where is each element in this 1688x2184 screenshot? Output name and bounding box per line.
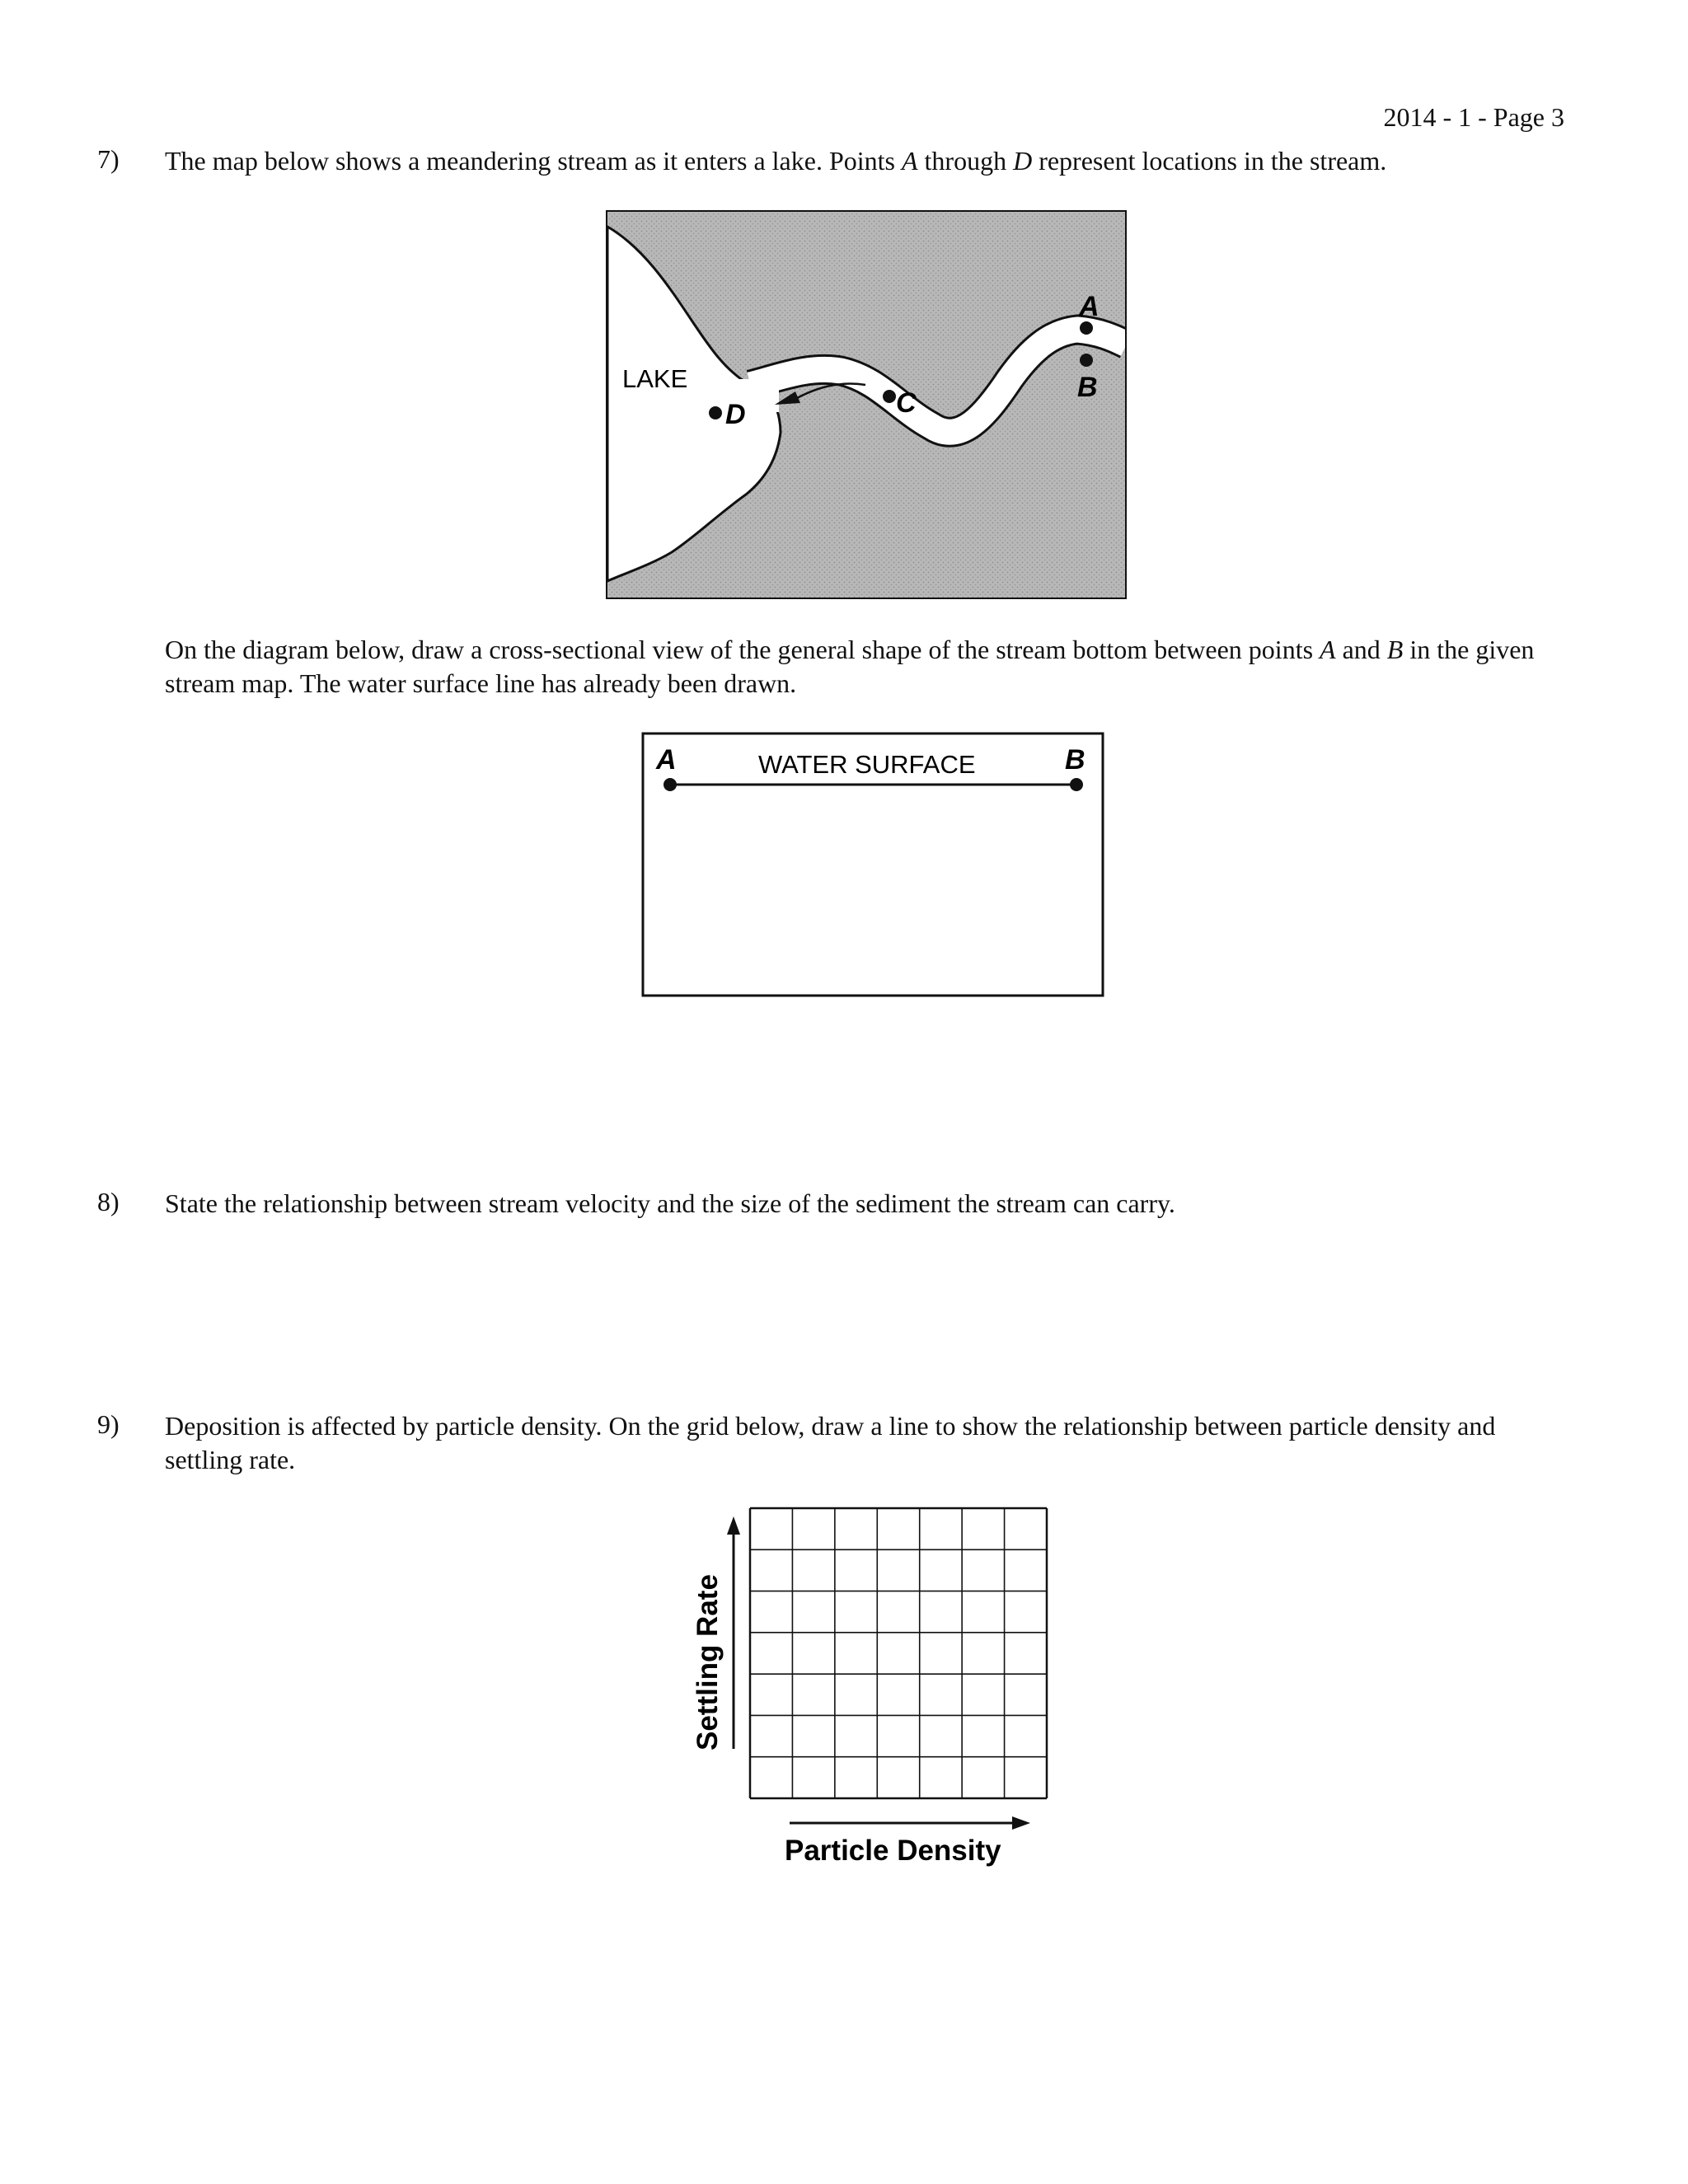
point-a-label: A bbox=[1079, 291, 1100, 322]
question-9-text: Deposition is affected by particle density. On the grid below, draw a line to show the relationship between particle density and settling rate. bbox=[165, 1411, 1496, 1474]
question-9-number: 9) bbox=[97, 1409, 120, 1439]
q7-text-part: represent locations in the stream. bbox=[1032, 146, 1387, 176]
point-b-dot bbox=[1080, 354, 1093, 367]
q7-instruction-point-b: B bbox=[1386, 635, 1404, 664]
q7-text-part: The map below shows a meandering stream as it enters a lake. Points bbox=[165, 146, 902, 176]
cross-section-point-a bbox=[663, 778, 677, 791]
cross-section-point-b bbox=[1070, 778, 1083, 791]
water-surface-label: WATER SURFACE bbox=[758, 750, 976, 779]
q7-instruction-part: On the diagram below, draw a cross-sectional view of the general shape of the stream bottom between points bbox=[165, 635, 1320, 664]
point-a-dot bbox=[1080, 321, 1093, 335]
cross-section-label-b: B bbox=[1065, 744, 1085, 776]
question-7-number: 7) bbox=[97, 144, 120, 174]
question-7-instruction bbox=[165, 633, 1566, 701]
cross-section-label-a: A bbox=[656, 744, 677, 776]
x-axis-label: Particle Density bbox=[785, 1835, 1001, 1867]
cross-section-diagram bbox=[641, 732, 1105, 999]
question-8-number: 8) bbox=[97, 1187, 120, 1216]
x-axis-arrowhead bbox=[1012, 1816, 1030, 1830]
y-axis-label: Settling Rate bbox=[692, 1574, 724, 1750]
point-b-label: B bbox=[1077, 372, 1098, 403]
question-7-text bbox=[165, 144, 1566, 178]
grid-lines bbox=[750, 1508, 1047, 1798]
stream-map bbox=[606, 210, 1127, 599]
question-8-text: State the relationship between stream velocity and the size of the sediment the stream can carry. bbox=[165, 1188, 1175, 1218]
q7-instruction-part: in the given stream map. The water surface line has already been drawn. bbox=[165, 635, 1535, 698]
q7-instruction-part: and bbox=[1335, 635, 1387, 664]
q7-text-part: through bbox=[917, 146, 1014, 176]
density-settling-grid bbox=[684, 1500, 1063, 1871]
point-c-label: C bbox=[896, 387, 917, 419]
point-d-label: D bbox=[725, 399, 746, 430]
q7-text-point-d: D bbox=[1013, 146, 1033, 176]
page-header: 2014 - 1 - Page 3 bbox=[1383, 102, 1564, 132]
y-axis-arrowhead bbox=[727, 1516, 740, 1535]
point-d-dot bbox=[709, 406, 722, 419]
point-c-dot bbox=[883, 390, 896, 403]
lake-label: LAKE bbox=[622, 364, 688, 393]
q7-instruction-point-a: A bbox=[1320, 635, 1336, 664]
q7-text-point-a: A bbox=[901, 146, 918, 176]
